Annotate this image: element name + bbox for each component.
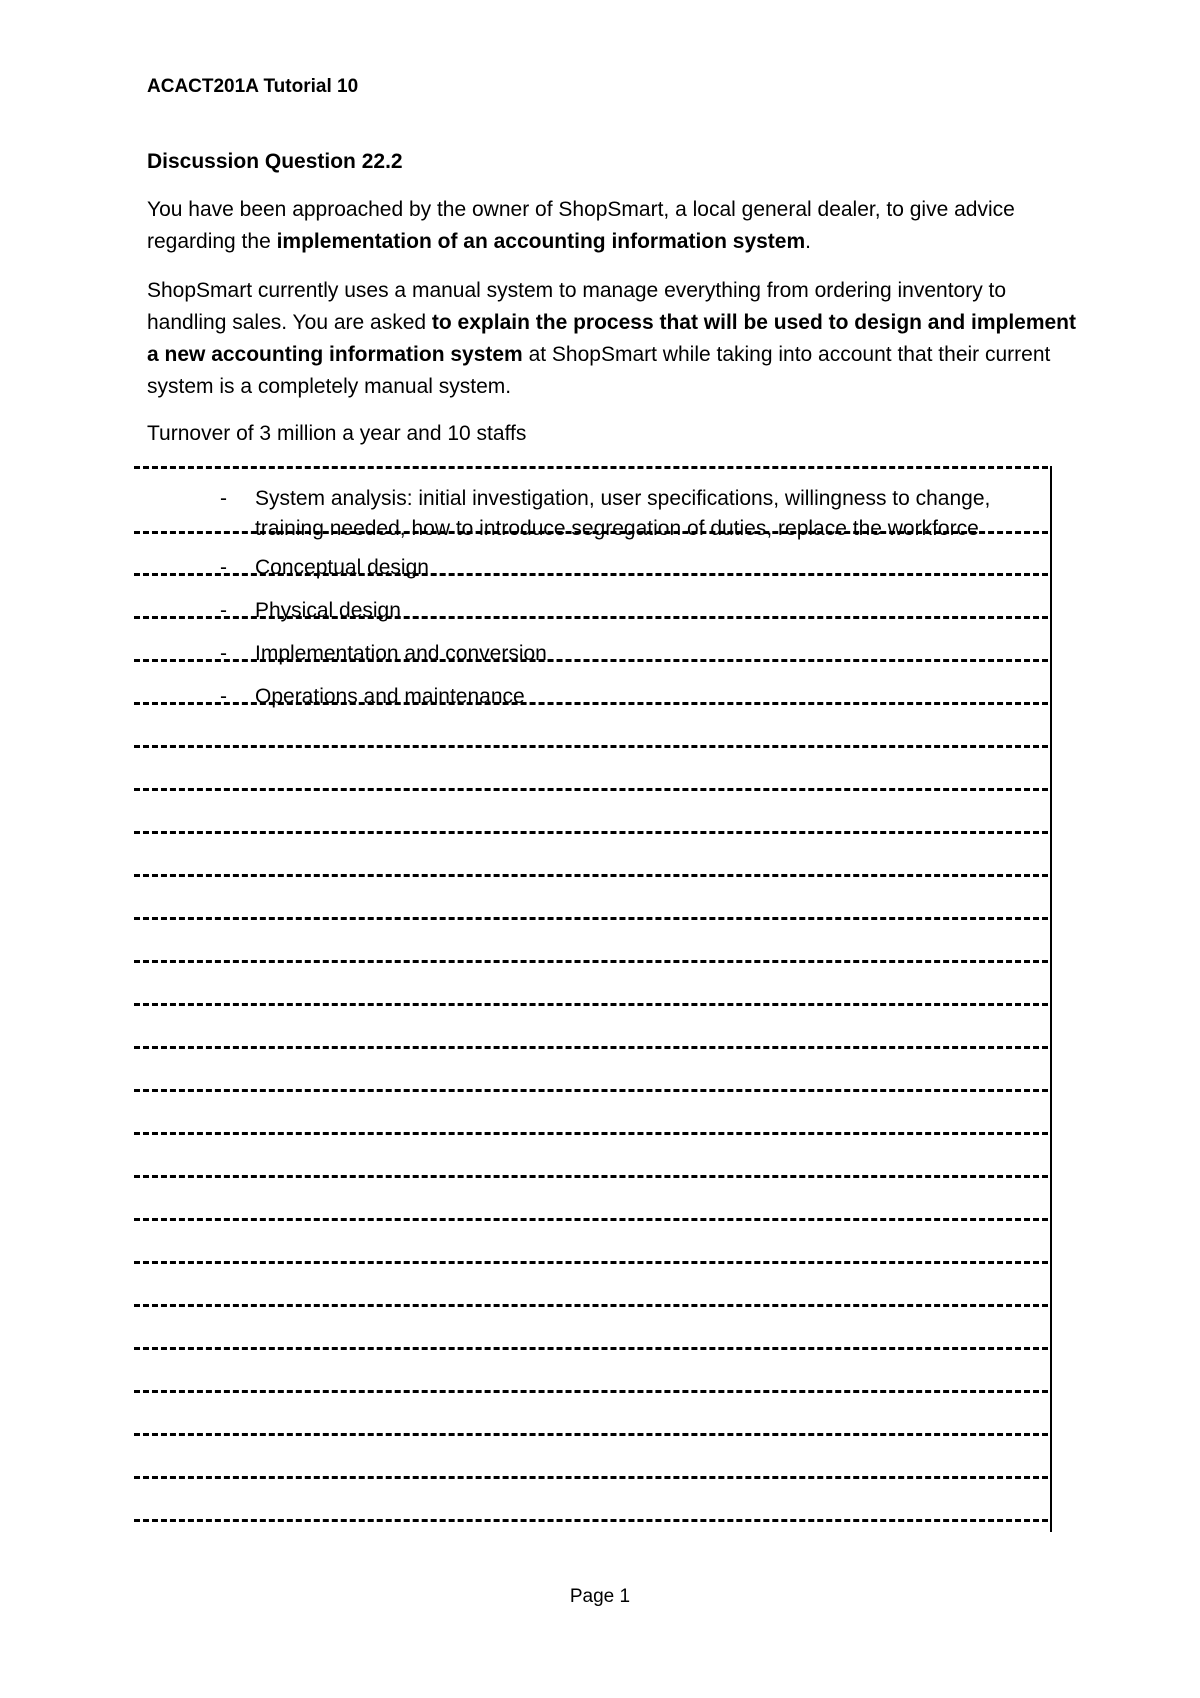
paragraph-1-text-b: . [805,230,811,253]
document-header: ACACT201A Tutorial 10 [147,76,359,97]
bullet-text: Conceptual design [255,556,429,579]
answer-line [134,1347,1048,1350]
paragraph-2-text-a: ShopSmart currently uses a manual system to manage everything from ordering inventory to handling sales. You are asked [147,279,1007,334]
bullet-marker: - [220,642,227,665]
answer-line [134,702,1048,705]
page-number: Page 1 [569,1586,631,1607]
answer-line [134,573,1048,576]
answer-line [134,1175,1048,1178]
answer-line [134,1089,1048,1092]
question-paragraph-1 [147,194,1087,258]
answer-line [134,788,1048,791]
answer-line [134,1519,1048,1522]
bullet-marker: - [220,685,227,708]
answer-line [134,745,1048,748]
answer-line [134,1132,1048,1135]
question-title: Discussion Question 22.2 [147,150,403,173]
bullet-marker: - [220,599,227,622]
paragraph-1-bold: implementation of an accounting information system [276,230,806,253]
answer-line [134,1218,1048,1221]
bullet-text: Operations and maintenance [255,685,525,708]
bullet-text: Physical design [255,599,401,622]
answer-line [134,616,1048,619]
answer-line [134,917,1048,920]
answer-line [134,1476,1048,1479]
answer-line [134,960,1048,963]
bullet-text: Implementation and conversion [255,642,547,665]
answer-line [134,466,1048,469]
answer-line [134,874,1048,877]
answer-box[interactable] [134,466,1052,1532]
bullet-text: System analysis: initial investigation, user specifications, willingness to change, training needed, how to introduce segregation of duties, replace the workforce [255,487,991,540]
answer-line [134,1304,1048,1307]
question-paragraph-3: Turnover of 3 million a year and 10 staffs [147,422,527,445]
answer-line [134,1390,1048,1393]
answer-line [134,1261,1048,1264]
paragraph-1-text-a: You have been approached by the owner of ShopSmart, a local general dealer, to give advice regarding the [147,198,1015,253]
question-paragraph-2 [147,275,1087,403]
answer-line [134,531,1048,534]
bullet-marker: - [220,487,227,510]
paragraph-2-bold: to explain the process that will be used to design and implement a new accounting information system [147,311,1076,366]
answer-line [134,1046,1048,1049]
answer-line [134,659,1048,662]
answer-line [134,1433,1048,1436]
paragraph-2-text-b: at ShopSmart while taking into account that their current system is a completely manual system. [147,343,1051,398]
answer-line [134,831,1048,834]
bullet-marker: - [220,556,227,579]
answer-line [134,1003,1048,1006]
